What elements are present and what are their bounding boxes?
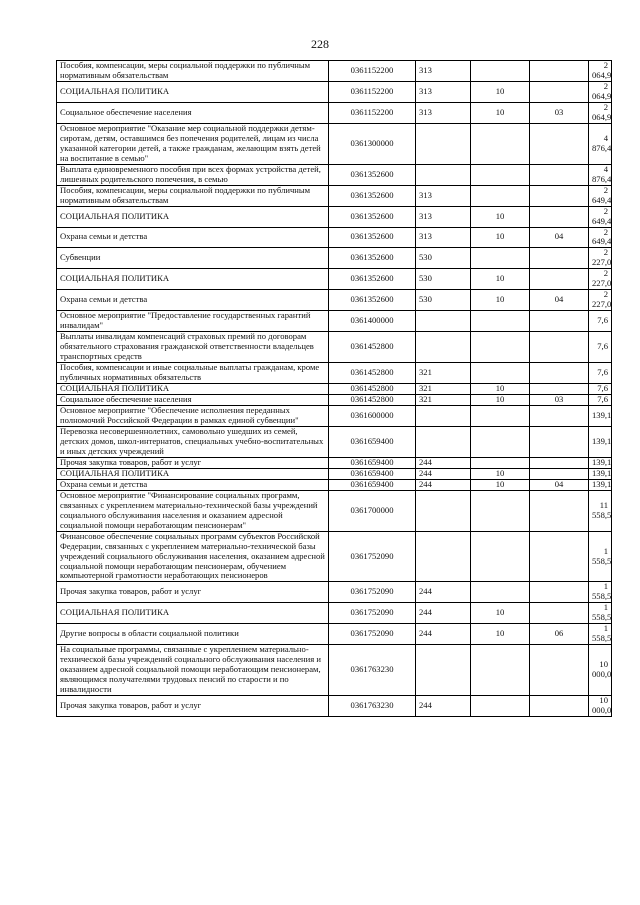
row-expense-type-cell: 244 [416, 457, 471, 468]
row-expense-type-cell [416, 332, 471, 363]
row-section-cell: 10 [471, 395, 530, 406]
row-subsection-cell [530, 457, 589, 468]
row-name-cell: Охрана семьи и детства [57, 290, 329, 311]
row-sum-cell: 7,6 [589, 384, 612, 395]
table-row [57, 61, 612, 82]
row-name-cell: Основное мероприятие "Предоставление государственных гарантий инвалидам" [57, 311, 329, 332]
row-subsection-cell [530, 405, 589, 426]
table-row [57, 269, 612, 290]
table-row [57, 332, 612, 363]
row-code-cell: 0361152200 [329, 81, 416, 102]
page-number: 228 [311, 37, 329, 51]
row-expense-type-cell: 313 [416, 206, 471, 227]
row-sum-cell: 2 649,4 [589, 227, 612, 248]
row-expense-type-cell: 313 [416, 61, 471, 82]
row-sum-cell: 2 227,0 [589, 290, 612, 311]
row-name-cell: СОЦИАЛЬНАЯ ПОЛИТИКА [57, 468, 329, 479]
row-section-cell: 10 [471, 479, 530, 490]
row-sum-cell: 139,1 [589, 426, 612, 457]
row-name-cell: Выплата единовременного пособия при всех формах устройства детей, лишенных родительского попечения, в семью [57, 164, 329, 185]
row-sum-cell: 2 227,0 [589, 269, 612, 290]
row-code-cell: 0361352600 [329, 227, 416, 248]
table-row [57, 479, 612, 490]
row-section-cell: 10 [471, 102, 530, 123]
row-code-cell: 0361659400 [329, 426, 416, 457]
row-sum-cell: 4 876,4 [589, 123, 612, 164]
row-section-cell [471, 405, 530, 426]
row-name-cell: Прочая закупка товаров, работ и услуг [57, 696, 329, 717]
row-sum-cell: 4 876,4 [589, 164, 612, 185]
row-code-cell: 0361752090 [329, 624, 416, 645]
table-row [57, 531, 612, 582]
row-sum-cell: 7,6 [589, 363, 612, 384]
row-subsection-cell [530, 332, 589, 363]
row-code-cell: 0361152200 [329, 102, 416, 123]
row-sum-cell: 1 558,5 [589, 531, 612, 582]
row-subsection-cell [530, 123, 589, 164]
row-sum-cell: 10 000,0 [589, 645, 612, 696]
row-expense-type-cell: 313 [416, 227, 471, 248]
row-code-cell: 0361352600 [329, 269, 416, 290]
row-name-cell: Пособия, компенсации, меры социальной поддержки по публичным нормативным обязательствам [57, 185, 329, 206]
row-name-cell: Социальное обеспечение населения [57, 395, 329, 406]
row-expense-type-cell [416, 405, 471, 426]
row-sum-cell: 7,6 [589, 332, 612, 363]
row-name-cell: СОЦИАЛЬНАЯ ПОЛИТИКА [57, 603, 329, 624]
row-subsection-cell [530, 384, 589, 395]
table-row [57, 227, 612, 248]
table-row [57, 468, 612, 479]
row-code-cell: 0361352600 [329, 290, 416, 311]
row-expense-type-cell [416, 645, 471, 696]
table-row [57, 426, 612, 457]
row-subsection-cell: 03 [530, 395, 589, 406]
row-name-cell: Основное мероприятие "Обеспечение исполнения переданных полномочий Российской Федерации в рамках единой субвенции" [57, 405, 329, 426]
row-code-cell: 0361300000 [329, 123, 416, 164]
row-section-cell: 10 [471, 290, 530, 311]
row-subsection-cell [530, 164, 589, 185]
row-expense-type-cell: 313 [416, 185, 471, 206]
row-expense-type-cell: 530 [416, 269, 471, 290]
row-code-cell: 0361152200 [329, 61, 416, 82]
row-section-cell [471, 185, 530, 206]
table-row [57, 290, 612, 311]
row-name-cell: Финансовое обеспечение социальных программ субъектов Российской Федерации, связанных с укреплением материально-технической базы учреждений социального обслуживания населения, оказанием адресной социальной помощи неработающим пенсионерам, обучением компьютерной грамотности неработающих пенсионеров [57, 531, 329, 582]
row-name-cell: Охрана семьи и детства [57, 227, 329, 248]
row-section-cell: 10 [471, 468, 530, 479]
row-expense-type-cell: 244 [416, 624, 471, 645]
row-name-cell: Другие вопросы в области социальной политики [57, 624, 329, 645]
row-sum-cell: 139,1 [589, 457, 612, 468]
table-row [57, 164, 612, 185]
row-name-cell: Субвенции [57, 248, 329, 269]
row-subsection-cell [530, 426, 589, 457]
row-code-cell: 0361352600 [329, 206, 416, 227]
row-sum-cell: 139,1 [589, 468, 612, 479]
row-code-cell: 0361452800 [329, 384, 416, 395]
row-expense-type-cell: 244 [416, 468, 471, 479]
row-sum-cell: 139,1 [589, 479, 612, 490]
row-sum-cell: 2 649,4 [589, 206, 612, 227]
row-section-cell: 10 [471, 227, 530, 248]
row-name-cell: Охрана семьи и детства [57, 479, 329, 490]
table-row [57, 363, 612, 384]
row-expense-type-cell [416, 490, 471, 531]
budget-table-body [57, 61, 612, 717]
row-code-cell: 0361659400 [329, 468, 416, 479]
row-section-cell: 10 [471, 206, 530, 227]
row-sum-cell: 2 227,0 [589, 248, 612, 269]
table-row [57, 185, 612, 206]
table-row [57, 582, 612, 603]
row-expense-type-cell: 244 [416, 479, 471, 490]
row-expense-type-cell: 321 [416, 363, 471, 384]
row-subsection-cell: 04 [530, 479, 589, 490]
row-code-cell: 0361600000 [329, 405, 416, 426]
row-name-cell: СОЦИАЛЬНАЯ ПОЛИТИКА [57, 81, 329, 102]
row-code-cell: 0361752090 [329, 531, 416, 582]
row-code-cell: 0361763230 [329, 645, 416, 696]
row-subsection-cell [530, 603, 589, 624]
row-sum-cell: 2 064,9 [589, 61, 612, 82]
row-name-cell: Социальное обеспечение населения [57, 102, 329, 123]
row-section-cell [471, 248, 530, 269]
row-sum-cell: 1 558,5 [589, 624, 612, 645]
budget-table [56, 60, 612, 717]
row-code-cell: 0361452800 [329, 363, 416, 384]
row-subsection-cell [530, 269, 589, 290]
row-sum-cell: 2 064,9 [589, 81, 612, 102]
table-row [57, 696, 612, 717]
row-section-cell [471, 582, 530, 603]
row-subsection-cell [530, 248, 589, 269]
row-section-cell [471, 61, 530, 82]
row-section-cell [471, 490, 530, 531]
row-expense-type-cell: 244 [416, 696, 471, 717]
row-section-cell: 10 [471, 384, 530, 395]
row-sum-cell: 1 558,5 [589, 582, 612, 603]
row-subsection-cell [530, 61, 589, 82]
row-expense-type-cell [416, 311, 471, 332]
table-row [57, 395, 612, 406]
row-code-cell: 0361700000 [329, 490, 416, 531]
row-name-cell: Прочая закупка товаров, работ и услуг [57, 457, 329, 468]
row-sum-cell: 139,1 [589, 405, 612, 426]
row-section-cell [471, 696, 530, 717]
table-row [57, 206, 612, 227]
row-sum-cell: 11 558,5 [589, 490, 612, 531]
row-sum-cell: 2 649,4 [589, 185, 612, 206]
row-sum-cell: 1 558,5 [589, 603, 612, 624]
row-expense-type-cell: 321 [416, 395, 471, 406]
row-expense-type-cell: 321 [416, 384, 471, 395]
row-code-cell: 0361452800 [329, 332, 416, 363]
row-name-cell: Прочая закупка товаров, работ и услуг [57, 582, 329, 603]
row-name-cell: СОЦИАЛЬНАЯ ПОЛИТИКА [57, 384, 329, 395]
row-section-cell [471, 332, 530, 363]
table-row [57, 457, 612, 468]
row-expense-type-cell: 244 [416, 582, 471, 603]
row-expense-type-cell: 530 [416, 290, 471, 311]
row-expense-type-cell [416, 426, 471, 457]
row-name-cell: Пособия, компенсации и иные социальные выплаты гражданам, кроме публичных нормативных обязательств [57, 363, 329, 384]
row-section-cell [471, 457, 530, 468]
row-subsection-cell: 04 [530, 290, 589, 311]
table-row [57, 123, 612, 164]
row-section-cell: 10 [471, 269, 530, 290]
row-sum-cell: 7,6 [589, 395, 612, 406]
row-expense-type-cell: 530 [416, 248, 471, 269]
row-section-cell [471, 363, 530, 384]
row-name-cell: Выплаты инвалидам компенсаций страховых премий по договорам обязательного страхования гражданской ответственности владельцев транспортных средств [57, 332, 329, 363]
row-code-cell: 0361352600 [329, 164, 416, 185]
row-subsection-cell: 06 [530, 624, 589, 645]
row-subsection-cell [530, 645, 589, 696]
row-code-cell: 0361352600 [329, 248, 416, 269]
row-code-cell: 0361752090 [329, 603, 416, 624]
row-section-cell: 10 [471, 624, 530, 645]
row-subsection-cell [530, 531, 589, 582]
row-expense-type-cell: 244 [416, 603, 471, 624]
row-section-cell [471, 164, 530, 185]
row-section-cell [471, 426, 530, 457]
row-subsection-cell: 04 [530, 227, 589, 248]
row-section-cell [471, 311, 530, 332]
row-sum-cell: 10 000,0 [589, 696, 612, 717]
row-name-cell: Пособия, компенсации, меры социальной поддержки по публичным нормативным обязательствам [57, 61, 329, 82]
row-section-cell: 10 [471, 81, 530, 102]
row-subsection-cell [530, 81, 589, 102]
table-row [57, 248, 612, 269]
row-subsection-cell [530, 582, 589, 603]
row-name-cell: На социальные программы, связанные с укреплением материально-технической базы учреждений социального обслуживания населения и оказанием адресной социальной помощи неработающим пенсионерам, являющимся получателями трудовых пенсий по старости и по инвалидности [57, 645, 329, 696]
row-code-cell: 0361659400 [329, 479, 416, 490]
row-expense-type-cell [416, 531, 471, 582]
row-section-cell [471, 123, 530, 164]
row-code-cell: 0361400000 [329, 311, 416, 332]
row-sum-cell: 2 064,9 [589, 102, 612, 123]
row-subsection-cell [530, 206, 589, 227]
row-subsection-cell [530, 185, 589, 206]
row-code-cell: 0361763230 [329, 696, 416, 717]
table-row [57, 311, 612, 332]
row-name-cell: СОЦИАЛЬНАЯ ПОЛИТИКА [57, 206, 329, 227]
table-row [57, 624, 612, 645]
table-row [57, 490, 612, 531]
row-expense-type-cell: 313 [416, 81, 471, 102]
row-subsection-cell: 03 [530, 102, 589, 123]
row-subsection-cell [530, 696, 589, 717]
row-expense-type-cell: 313 [416, 102, 471, 123]
row-section-cell [471, 645, 530, 696]
row-code-cell: 0361752090 [329, 582, 416, 603]
table-row [57, 645, 612, 696]
row-name-cell: Перевозка несовершеннолетних, самовольно ушедших из семей, детских домов, школ-интернатов, специальных учебно-воспитательных и иных детских учреждений [57, 426, 329, 457]
row-subsection-cell [530, 311, 589, 332]
row-name-cell: Основное мероприятие "Оказание мер социальной поддержки детям-сиротам, детям, оставшимся без попечения родителей, лицам из числа указанной категории детей, а также гражданам, желающим взять детей на воспитание в семью" [57, 123, 329, 164]
row-code-cell: 0361452800 [329, 395, 416, 406]
row-subsection-cell [530, 468, 589, 479]
row-subsection-cell [530, 490, 589, 531]
table-row [57, 603, 612, 624]
table-row [57, 81, 612, 102]
row-expense-type-cell [416, 123, 471, 164]
row-section-cell [471, 531, 530, 582]
row-section-cell: 10 [471, 603, 530, 624]
table-row [57, 384, 612, 395]
table-row [57, 102, 612, 123]
row-sum-cell: 7,6 [589, 311, 612, 332]
row-code-cell: 0361659400 [329, 457, 416, 468]
row-expense-type-cell [416, 164, 471, 185]
row-subsection-cell [530, 363, 589, 384]
row-code-cell: 0361352600 [329, 185, 416, 206]
table-row [57, 405, 612, 426]
row-name-cell: Основное мероприятие "Финансирование социальных программ, связанных с укреплением материально-технической базы учреждений социального обслуживания населения и оказанием адресной социальной помощи неработающим пенсионерам" [57, 490, 329, 531]
row-name-cell: СОЦИАЛЬНАЯ ПОЛИТИКА [57, 269, 329, 290]
